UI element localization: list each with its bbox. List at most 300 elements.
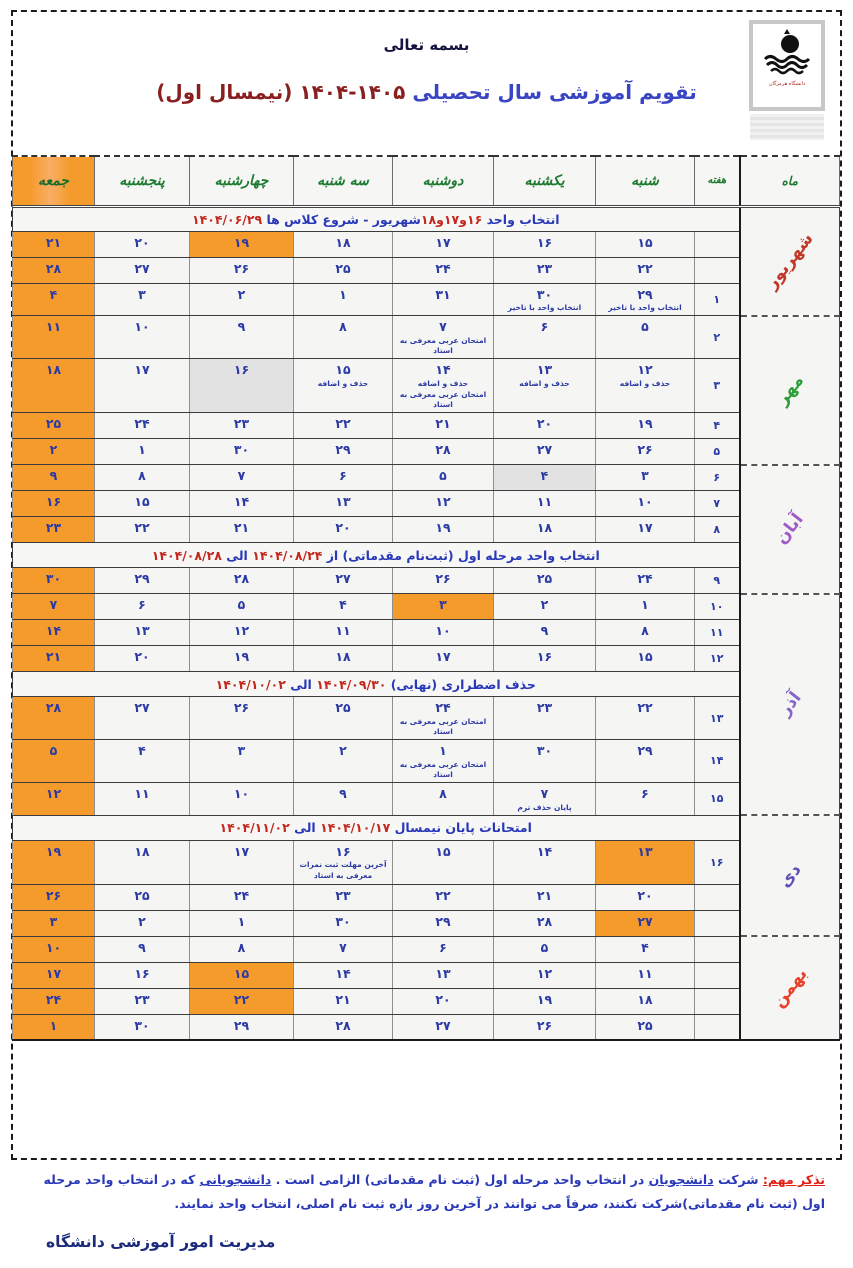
day-number: ۱۱ — [637, 965, 653, 981]
day-number: ۱۵ — [233, 965, 250, 981]
day-cell — [294, 884, 393, 910]
day-number: ۳۰ — [233, 442, 250, 458]
day-cell — [190, 646, 294, 672]
day-number: ۲۴ — [233, 887, 250, 903]
day-cell — [95, 962, 190, 988]
day-cell — [294, 646, 393, 672]
day-cell — [494, 782, 596, 815]
day-cell — [596, 884, 695, 910]
day-cell — [494, 465, 596, 491]
calendar-banner-row — [13, 543, 840, 568]
day-cell — [13, 283, 95, 316]
day-cell — [95, 465, 190, 491]
day-cell — [494, 1014, 596, 1040]
important-note — [28, 1168, 825, 1217]
day-event-note: امتحان عربی معرفی به استاد — [399, 389, 487, 409]
day-cell — [596, 1014, 695, 1040]
university-logo-caption: دانشگاه هرمزگان — [768, 81, 806, 87]
day-number: ۲۳ — [536, 700, 553, 716]
day-cell — [494, 646, 596, 672]
day-number: ۳ — [237, 743, 246, 758]
day-cell — [95, 936, 190, 962]
day-cell — [494, 283, 596, 316]
day-number: ۲۳ — [45, 520, 62, 536]
day-number: ۷ — [540, 785, 549, 801]
day-cell — [95, 697, 190, 740]
day-number: ۱۶ — [45, 494, 62, 510]
day-cell — [393, 697, 494, 740]
day-number: ۱۲ — [233, 623, 250, 639]
calendar-week-row — [13, 359, 840, 413]
day-cell — [190, 465, 294, 491]
day-cell — [393, 316, 494, 359]
day-cell — [393, 231, 494, 257]
day-number: ۱۶ — [134, 965, 150, 981]
day-cell — [393, 962, 494, 988]
week-number-cell: ۲ — [695, 316, 740, 359]
day-number: ۱۷ — [637, 520, 653, 536]
calendar-week-row — [13, 1014, 840, 1040]
day-cell — [596, 439, 695, 465]
signature: مدیریت امور آموزشی دانشگاه — [46, 1233, 276, 1251]
col-header-day-0: شنبه — [596, 156, 695, 206]
calendar-banner-row — [13, 672, 840, 697]
week-number-cell: ۹ — [695, 568, 740, 594]
week-number-cell: ۱۰ — [695, 594, 740, 620]
day-cell — [294, 620, 393, 646]
day-number: ۳۰ — [536, 743, 553, 758]
day-cell — [596, 620, 695, 646]
day-number: ۲۰ — [435, 991, 451, 1007]
day-cell — [95, 1014, 190, 1040]
banner-text — [13, 543, 740, 568]
day-number: ۷ — [439, 319, 447, 335]
day-number: ۹ — [339, 785, 347, 801]
important-note-segment: تذکر مهم: — [762, 1172, 825, 1187]
day-cell — [494, 962, 596, 988]
day-number: ۲۹ — [637, 286, 653, 302]
day-number: ۱۸ — [335, 234, 351, 250]
calendar-week-row — [13, 594, 840, 620]
day-event-note: امتحان عربی معرفی به استاد — [399, 716, 487, 736]
day-cell — [393, 359, 494, 413]
day-event-note: امتحان عربی معرفی به استاد — [399, 759, 487, 779]
day-cell — [294, 740, 393, 783]
day-number: ۱۳ — [435, 965, 451, 981]
day-number: ۱۳ — [335, 494, 351, 510]
day-cell — [494, 413, 596, 439]
header — [13, 12, 840, 155]
day-number: ۱ — [641, 597, 649, 613]
banner-date: ۱۴۰۴/۰۶/۲۹ — [191, 211, 263, 227]
day-number: ۹ — [138, 939, 146, 955]
day-cell — [13, 568, 95, 594]
day-cell — [190, 413, 294, 439]
week-number-cell: ۷ — [695, 491, 740, 517]
day-cell — [294, 517, 393, 543]
day-number: ۲۱ — [536, 887, 553, 903]
day-number: ۱۵ — [134, 494, 150, 510]
day-number: ۲۸ — [233, 571, 250, 587]
day-cell — [190, 316, 294, 359]
day-cell — [596, 962, 695, 988]
day-number: ۲۵ — [536, 571, 553, 587]
calendar-week-row — [13, 884, 840, 910]
col-header-day-2: دوشنبه — [393, 156, 494, 206]
day-number: ۱۰ — [637, 494, 653, 510]
day-number: ۲۵ — [45, 416, 62, 432]
university-emblem-icon — [759, 27, 815, 81]
day-cell — [190, 840, 294, 884]
day-number: ۳۰ — [134, 1017, 150, 1033]
day-cell — [294, 568, 393, 594]
day-number: ۱۶ — [335, 843, 351, 859]
day-number: ۲ — [237, 286, 246, 302]
day-cell — [494, 231, 596, 257]
day-cell — [190, 257, 294, 283]
col-header-day-6: جمعه — [13, 156, 95, 206]
day-number: ۲ — [49, 442, 58, 458]
day-number: ۱۱ — [134, 785, 150, 801]
day-cell — [294, 359, 393, 413]
calendar-week-row — [13, 910, 840, 936]
day-number: ۲۴ — [435, 260, 451, 276]
day-number: ۱ — [49, 1017, 58, 1033]
day-cell — [13, 231, 95, 257]
day-cell — [190, 517, 294, 543]
page-title-segment: تقویم آموزشی سال تحصیلی — [405, 80, 697, 104]
day-cell — [596, 465, 695, 491]
day-number: ۱۰ — [45, 939, 62, 955]
week-number-cell — [695, 1014, 740, 1040]
day-number: ۴ — [138, 743, 146, 758]
day-number: ۲۷ — [335, 571, 351, 587]
day-number: ۴ — [540, 468, 549, 484]
day-cell — [190, 491, 294, 517]
day-cell — [294, 962, 393, 988]
day-cell — [294, 988, 393, 1014]
day-cell — [95, 413, 190, 439]
day-cell — [13, 1014, 95, 1040]
day-cell — [190, 988, 294, 1014]
day-cell — [13, 782, 95, 815]
day-number: ۲۱ — [45, 234, 62, 250]
month-cell — [740, 936, 840, 1040]
day-cell — [596, 283, 695, 316]
banner-date: ۱۴۰۴/۱۰/۰۲ — [215, 676, 286, 692]
day-number: ۸ — [138, 468, 146, 484]
day-number: ۲۳ — [233, 416, 250, 432]
banner-date: ۱۴۰۴/۰۸/۲۴ — [252, 547, 323, 563]
day-cell — [596, 359, 695, 413]
month-cell — [740, 206, 840, 316]
day-number: ۲۸ — [536, 913, 553, 929]
col-header-day-3: سه شنبه — [294, 156, 393, 206]
calendar-week-row — [13, 413, 840, 439]
day-cell — [13, 740, 95, 783]
page-title — [13, 80, 840, 104]
day-number: ۲۶ — [637, 442, 653, 458]
day-number: ۱۳ — [536, 362, 553, 378]
important-note-segment: که در انتخاب واحد مرحله اول (ثبت نام مقدماتی)شرکت نکنند، — [43, 1172, 825, 1212]
month-label: بهمن — [768, 964, 812, 1012]
day-event-note: حذف و اضافه — [417, 378, 469, 388]
day-cell — [190, 620, 294, 646]
calendar-week-row — [13, 517, 840, 543]
day-number: ۶ — [641, 785, 649, 801]
day-number: ۶ — [540, 319, 549, 335]
banner-text — [13, 206, 740, 231]
day-number: ۳۰ — [335, 913, 351, 929]
day-cell — [596, 257, 695, 283]
day-cell — [494, 697, 596, 740]
calendar-week-row — [13, 646, 840, 672]
banner-label: الی — [221, 547, 253, 563]
day-cell — [494, 257, 596, 283]
day-number: ۹ — [237, 319, 246, 335]
calendar-week-row — [13, 465, 840, 491]
day-cell — [95, 491, 190, 517]
day-cell — [95, 231, 190, 257]
day-cell — [190, 1014, 294, 1040]
day-number: ۱۲ — [536, 965, 553, 981]
week-number-cell: ۱۲ — [695, 646, 740, 672]
day-number: ۵ — [439, 468, 447, 484]
day-cell — [95, 568, 190, 594]
week-number-cell: ۸ — [695, 517, 740, 543]
day-number: ۲۱ — [335, 991, 351, 1007]
day-cell — [393, 413, 494, 439]
day-cell — [494, 884, 596, 910]
important-note-segment: دانشجویان — [648, 1172, 714, 1187]
day-number: ۱۲ — [45, 785, 62, 801]
day-number: ۱۴ — [435, 362, 451, 378]
day-number: ۱۷ — [134, 362, 150, 378]
day-cell — [494, 840, 596, 884]
banner-date: ۱۴۰۴/۱۰/۱۷ — [320, 820, 391, 836]
calendar-banner-row — [13, 815, 840, 840]
week-number-cell: ۳ — [695, 359, 740, 413]
calendar-week-row — [13, 740, 840, 783]
week-number-cell — [695, 231, 740, 257]
day-cell — [95, 840, 190, 884]
day-number: ۲۵ — [335, 700, 351, 716]
day-number: ۲۱ — [45, 649, 62, 665]
day-cell — [596, 413, 695, 439]
day-cell — [494, 988, 596, 1014]
day-number: ۵ — [641, 319, 649, 335]
calendar-week-row — [13, 620, 840, 646]
day-cell — [95, 740, 190, 783]
calendar-week-row — [13, 840, 840, 884]
day-number: ۱۷ — [435, 234, 451, 250]
banner-date: ۱۶و۱۷و۱۸ — [420, 211, 483, 227]
day-number: ۱۵ — [637, 234, 653, 250]
day-number: ۲۰ — [637, 887, 653, 903]
day-cell — [95, 517, 190, 543]
day-number: ۱۳ — [637, 843, 653, 859]
day-cell — [190, 359, 294, 413]
day-number: ۱۷ — [45, 965, 62, 981]
day-number: ۲۴ — [134, 416, 150, 432]
calendar-week-row — [13, 257, 840, 283]
day-event-note: امتحان عربی معرفی به استاد — [399, 335, 487, 355]
calendar-week-row — [13, 491, 840, 517]
day-cell — [13, 840, 95, 884]
day-cell — [13, 988, 95, 1014]
day-number: ۸ — [237, 939, 246, 955]
week-number-cell — [695, 988, 740, 1014]
day-number: ۳۱ — [435, 286, 451, 302]
day-cell — [95, 884, 190, 910]
day-number: ۱۶ — [536, 649, 553, 665]
day-cell — [393, 910, 494, 936]
month-label: دی — [774, 859, 806, 892]
month-cell — [740, 815, 840, 936]
day-number: ۱۴ — [233, 494, 250, 510]
week-number-cell: ۵ — [695, 439, 740, 465]
day-number: ۱۸ — [536, 520, 553, 536]
week-number-cell: ۱۴ — [695, 740, 740, 783]
logo-stamp-faded — [750, 114, 824, 140]
day-cell — [393, 257, 494, 283]
week-number-cell: ۱۱ — [695, 620, 740, 646]
day-event-note: پایان حذف ترم — [517, 802, 572, 812]
day-number: ۲۶ — [233, 260, 250, 276]
day-number: ۶ — [439, 939, 447, 955]
day-number: ۲۵ — [335, 260, 351, 276]
day-cell — [294, 257, 393, 283]
day-cell — [393, 620, 494, 646]
banner-date: ۱۴۰۴/۰۸/۲۸ — [151, 547, 222, 563]
day-cell — [13, 620, 95, 646]
day-cell — [190, 782, 294, 815]
day-number: ۱۶ — [233, 362, 250, 378]
day-number: ۲۳ — [536, 260, 553, 276]
day-number: ۱ — [439, 743, 447, 758]
calendar-week-row — [13, 231, 840, 257]
banner-label: الی — [285, 676, 317, 692]
day-number: ۲۹ — [134, 571, 150, 587]
day-number: ۱ — [237, 913, 246, 929]
important-note-segment: در انتخاب واحد مرحله اول (ثبت نام مقدماتی) الزامی است . — [271, 1172, 649, 1187]
calendar-week-row — [13, 283, 840, 316]
day-cell — [596, 988, 695, 1014]
day-cell — [294, 594, 393, 620]
calendar-week-row — [13, 568, 840, 594]
page-title-segment: ۱۴۰۵-۱۴۰۴ (نیمسال اول) — [156, 80, 406, 104]
day-number: ۱۴ — [335, 965, 351, 981]
day-cell — [190, 884, 294, 910]
col-header-month: ماه — [740, 156, 840, 206]
week-number-cell: ۶ — [695, 465, 740, 491]
col-header-day-1: یکشنبه — [494, 156, 596, 206]
banner-text — [13, 815, 740, 840]
month-label: آذر — [774, 688, 806, 721]
day-number: ۱۹ — [233, 649, 250, 665]
day-cell — [13, 491, 95, 517]
day-number: ۱۵ — [435, 843, 451, 859]
day-cell — [13, 594, 95, 620]
day-number: ۹ — [540, 623, 549, 639]
day-cell — [294, 840, 393, 884]
day-number: ۲۲ — [435, 887, 451, 903]
week-number-cell: ۱۵ — [695, 782, 740, 815]
day-cell — [596, 740, 695, 783]
day-number: ۱۸ — [45, 362, 62, 378]
day-number: ۶ — [339, 468, 347, 484]
day-cell — [596, 491, 695, 517]
banner-date: ۱۴۰۴/۰۹/۳۰ — [316, 676, 387, 692]
day-cell — [95, 620, 190, 646]
col-header-day-5: پنجشنبه — [95, 156, 190, 206]
day-cell — [393, 594, 494, 620]
month-cell — [740, 594, 840, 816]
day-cell — [13, 910, 95, 936]
day-cell — [596, 840, 695, 884]
day-cell — [95, 988, 190, 1014]
day-number: ۲۵ — [134, 887, 150, 903]
day-number: ۱ — [339, 286, 347, 302]
day-number: ۲۲ — [233, 991, 250, 1007]
day-number: ۲۸ — [335, 1017, 351, 1033]
day-number: ۱۲ — [637, 362, 653, 378]
day-number: ۲۶ — [233, 700, 250, 716]
day-number: ۱۸ — [637, 991, 653, 1007]
calendar-week-row — [13, 697, 840, 740]
day-cell — [190, 962, 294, 988]
day-cell — [494, 517, 596, 543]
day-cell — [190, 283, 294, 316]
day-event-note: حذف و اضافه — [519, 378, 570, 388]
day-cell — [596, 697, 695, 740]
day-cell — [95, 782, 190, 815]
day-cell — [95, 257, 190, 283]
day-cell — [494, 359, 596, 413]
day-number: ۷ — [339, 939, 347, 955]
day-cell — [393, 465, 494, 491]
day-number: ۱ — [138, 442, 146, 458]
day-cell — [596, 568, 695, 594]
day-cell — [13, 936, 95, 962]
day-cell — [294, 936, 393, 962]
day-number: ۱۳ — [134, 623, 150, 639]
day-cell — [494, 740, 596, 783]
day-number: ۱۴ — [45, 623, 62, 639]
day-number: ۱۸ — [335, 649, 351, 665]
day-cell — [393, 740, 494, 783]
day-number: ۲ — [339, 743, 347, 758]
calendar-table — [12, 155, 840, 1041]
day-cell — [190, 231, 294, 257]
day-number: ۲۶ — [536, 1017, 553, 1033]
day-cell — [294, 491, 393, 517]
day-number: ۵ — [540, 939, 549, 955]
day-cell — [13, 962, 95, 988]
day-cell — [393, 840, 494, 884]
day-number: ۱۷ — [435, 649, 451, 665]
day-event-note: آخرین مهلت ثبت نمرات — [299, 860, 387, 870]
month-label: آبان — [771, 509, 808, 549]
day-number: ۱۰ — [134, 319, 150, 335]
day-number: ۴ — [339, 597, 347, 613]
day-cell — [294, 697, 393, 740]
university-logo — [748, 20, 826, 140]
day-event-note: انتخاب واحد با تاخیر — [608, 303, 682, 313]
day-cell — [190, 936, 294, 962]
week-number-cell: ۱۶ — [695, 840, 740, 884]
day-cell — [596, 231, 695, 257]
